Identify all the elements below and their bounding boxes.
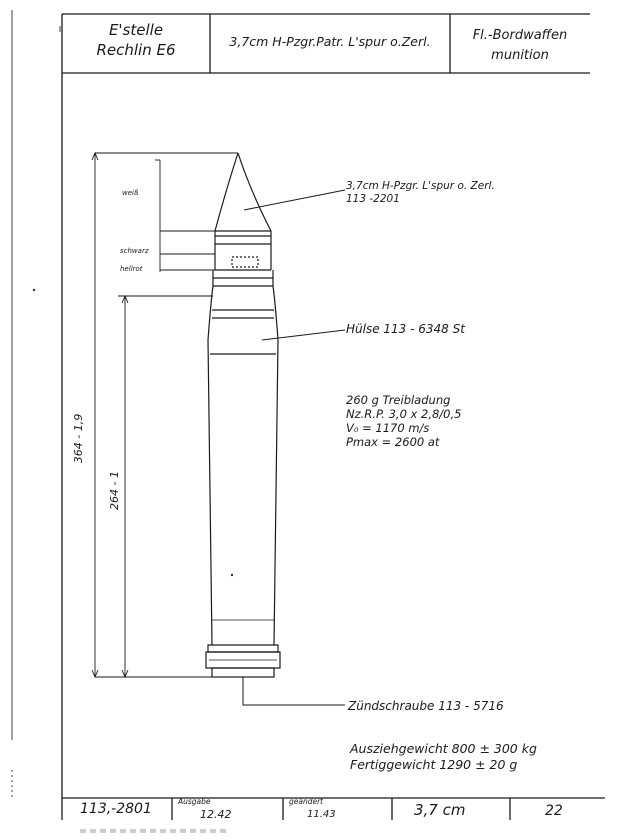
footer-changed-value: 11.43 bbox=[307, 809, 336, 820]
category-line-1: Fl.-Bordwaffen bbox=[472, 28, 568, 43]
label-white: weiß bbox=[122, 189, 139, 197]
case-leader bbox=[262, 330, 345, 340]
header-category bbox=[450, 26, 590, 66]
footer-caliber: 3,7 cm bbox=[414, 801, 466, 819]
charge-line-1: 260 g Treibladung bbox=[346, 393, 451, 407]
footer-drawing-number: 113,-2801 bbox=[80, 801, 152, 817]
primer-leader bbox=[243, 677, 345, 705]
office-line-1: E'stelle bbox=[108, 21, 164, 39]
cartridge-drawing bbox=[206, 153, 280, 677]
header-office bbox=[62, 20, 210, 60]
footer-changed-label: geändert bbox=[289, 797, 324, 806]
case-shoulder bbox=[208, 286, 278, 340]
category-line-2: munition bbox=[491, 48, 549, 63]
charge-line-3: V₀ = 1170 m/s bbox=[346, 421, 430, 435]
footer-issue-value: 12.42 bbox=[200, 808, 232, 821]
label-lightred: hellrot bbox=[120, 265, 143, 273]
projectile-label-line-2: 113 -2201 bbox=[346, 193, 400, 205]
charge-data bbox=[346, 393, 461, 449]
weight-data bbox=[350, 741, 537, 773]
header-designation bbox=[210, 34, 450, 49]
projectile-nose bbox=[215, 153, 271, 231]
tracer-band bbox=[232, 257, 258, 267]
overall-length-label: 364 - 1,9 bbox=[72, 413, 86, 464]
label-black: schwarz bbox=[120, 247, 149, 255]
case-length-label: 264 - 1 bbox=[107, 471, 121, 510]
charge-line-2: Nz.R.P. 3,0 x 2,8/0,5 bbox=[346, 407, 462, 421]
footer-sheet: 22 bbox=[545, 803, 563, 819]
charge-line-4: Pmax = 2600 at bbox=[346, 435, 440, 449]
weight-line-1: Ausziehgewicht 800 ± 300 kg bbox=[350, 741, 537, 756]
footer-issue-label: Ausgabe bbox=[178, 797, 211, 806]
office-line-2: Rechlin E6 bbox=[96, 41, 176, 59]
weight-line-2: Fertiggewicht 1290 ± 20 g bbox=[350, 757, 518, 772]
case-body bbox=[208, 340, 278, 645]
scan-smudge bbox=[80, 829, 230, 833]
projectile-label bbox=[346, 180, 495, 206]
projectile-leader bbox=[244, 190, 345, 210]
designation-text: 3,7cm H-Pzgr.Patr. L'spur o.Zerl. bbox=[229, 34, 431, 49]
case-label: Hülse 113 - 6348 St bbox=[346, 322, 465, 336]
primer-label: Zündschraube 113 - 5716 bbox=[348, 699, 504, 713]
projectile-label-line-1: 3,7cm H-Pzgr. L'spur o. Zerl. bbox=[346, 180, 495, 192]
